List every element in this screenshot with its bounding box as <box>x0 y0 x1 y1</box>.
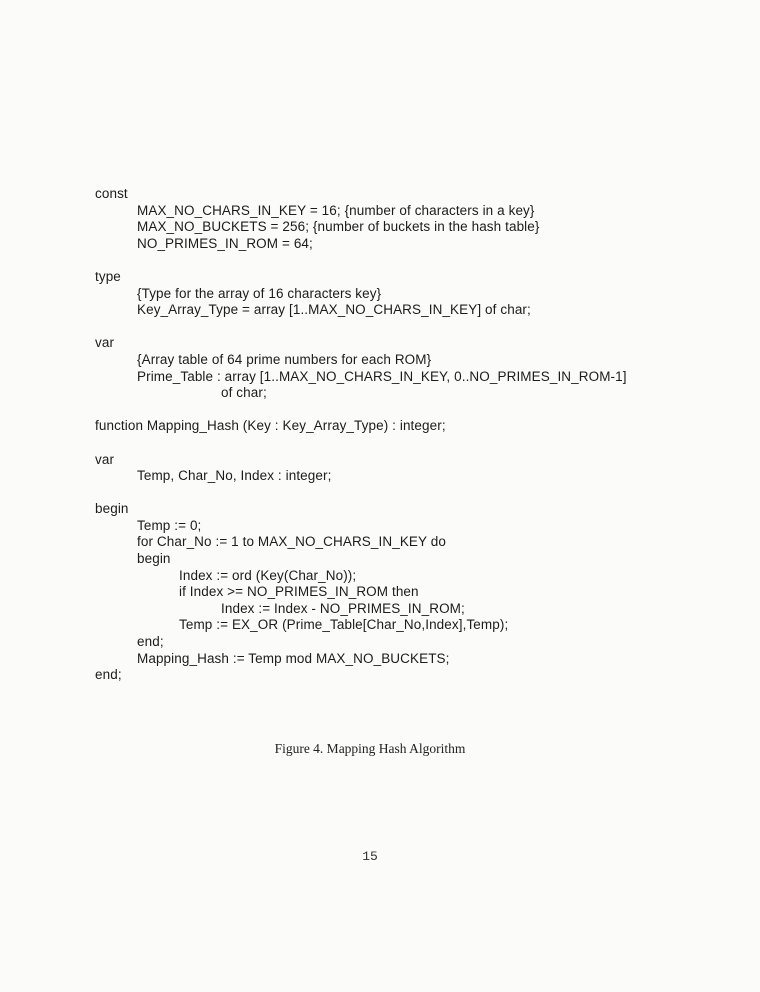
body-line: Temp := 0; <box>137 517 202 533</box>
blank-line <box>95 485 715 502</box>
figure-caption: Figure 4. Mapping Hash Algorithm <box>274 741 466 756</box>
blank-line <box>95 319 715 336</box>
body-line: Temp := EX_OR (Prime_Table[Char_No,Index],Temp); <box>179 617 509 633</box>
blank-line <box>95 252 715 269</box>
body-line: if Index >= NO_PRIMES_IN_ROM then <box>179 584 419 600</box>
body-line: Mapping_Hash := Temp mod MAX_NO_BUCKETS; <box>137 650 450 666</box>
page-number: 15 <box>362 849 378 864</box>
body-line: for Char_No := 1 to MAX_NO_CHARS_IN_KEY do <box>137 534 446 550</box>
body-line: begin <box>137 551 171 567</box>
const-line: MAX_NO_BUCKETS = 256; {number of buckets in the hash table} <box>137 219 540 235</box>
type-line: Key_Array_Type = array [1..MAX_NO_CHARS_IN_KEY] of char; <box>137 302 531 318</box>
body-line: Index := ord (Key(Char_No)); <box>179 567 357 583</box>
function-declaration: function Mapping_Hash (Key : Key_Array_Type) : integer; <box>95 418 446 434</box>
const-line: MAX_NO_CHARS_IN_KEY = 16; {number of characters in a key} <box>137 202 535 218</box>
type-keyword: type <box>95 268 121 284</box>
var-keyword: var <box>95 451 115 467</box>
begin-keyword: begin <box>95 501 129 517</box>
body-line: end; <box>137 634 164 650</box>
type-line: {Type for the array of 16 characters key} <box>137 285 382 301</box>
var-line: Temp, Char_No, Index : integer; <box>137 468 332 484</box>
var-line-continuation: of char; <box>221 385 267 401</box>
var-line: {Array table of 64 prime numbers for each ROM} <box>137 351 432 367</box>
blank-line <box>95 435 715 452</box>
var-keyword: var <box>95 335 115 351</box>
blank-line <box>95 402 715 419</box>
code-listing <box>95 186 715 684</box>
const-line: NO_PRIMES_IN_ROM = 64; <box>137 235 313 251</box>
var-line: Prime_Table : array [1..MAX_NO_CHARS_IN_KEY, 0..NO_PRIMES_IN_ROM-1] <box>137 368 627 384</box>
end-keyword: end; <box>95 667 122 683</box>
const-keyword: const <box>95 186 128 201</box>
body-line: Index := Index - NO_PRIMES_IN_ROM; <box>221 600 465 616</box>
